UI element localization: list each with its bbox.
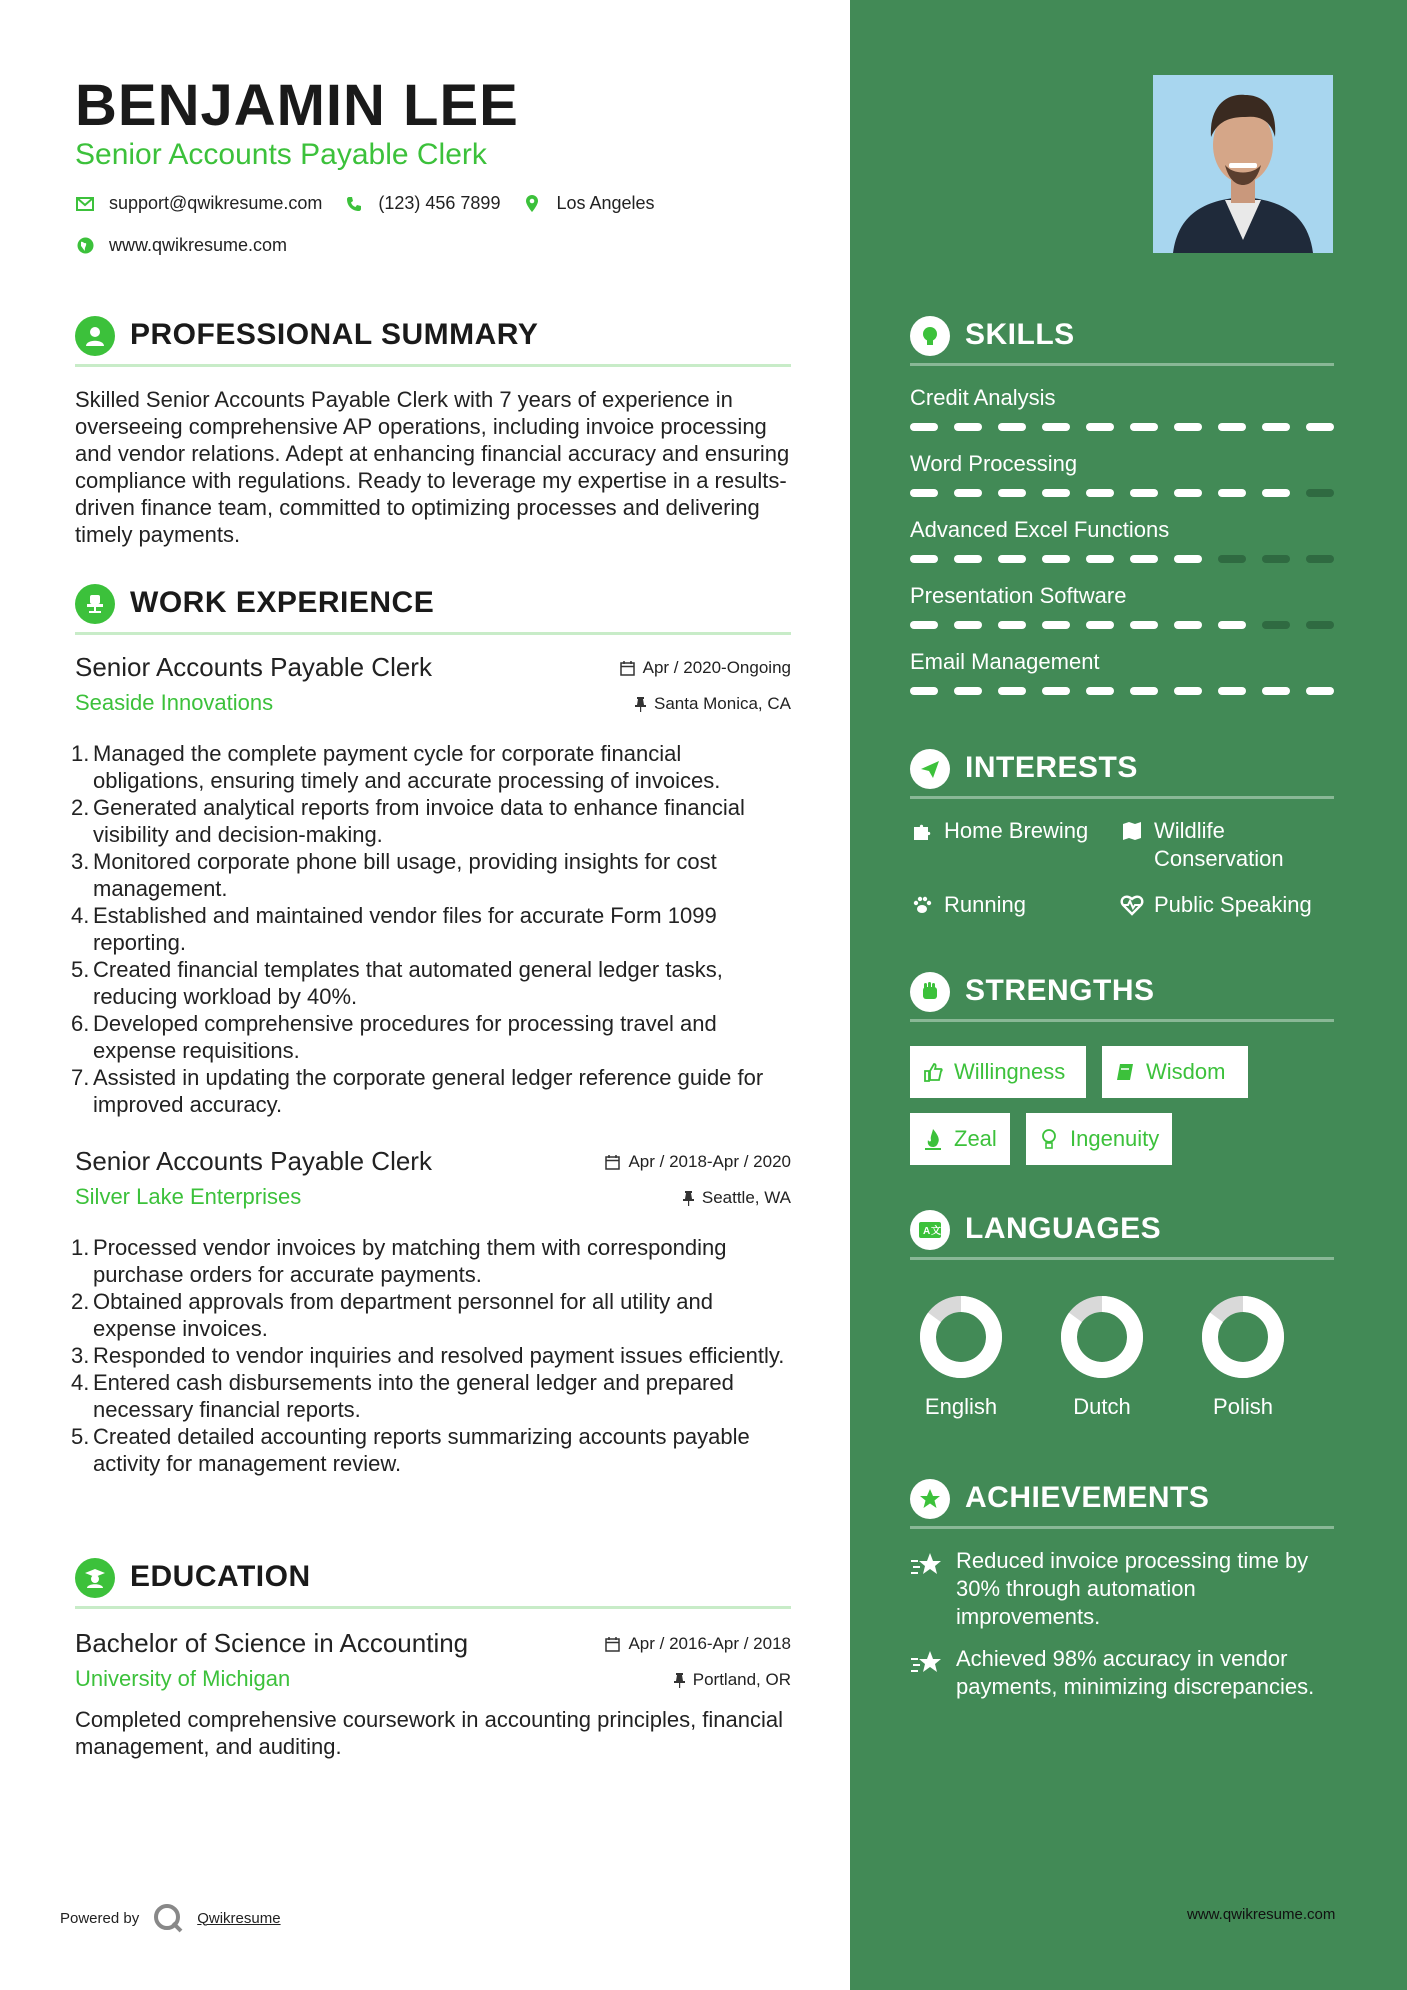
bullet-item	[71, 956, 791, 1010]
skill-dash	[1130, 489, 1158, 497]
skill-dash	[1042, 423, 1070, 431]
bullet-number: 4.	[71, 903, 90, 928]
job-dates-text: Apr / 2018-Apr / 2020	[628, 1152, 791, 1171]
fist-icon	[910, 972, 950, 1012]
language-item	[901, 1294, 1021, 1420]
skill-dash	[954, 489, 982, 497]
lightbulb-icon	[910, 316, 950, 356]
bullet-item	[71, 794, 791, 848]
calendar-icon	[605, 1637, 620, 1652]
job-location-text: Seattle, WA	[701, 1188, 791, 1207]
language-donut	[1200, 1294, 1286, 1380]
job-title: Senior Accounts Payable Clerk	[75, 652, 432, 682]
skill-dash	[1174, 423, 1202, 431]
bullet-number: 5.	[71, 1424, 90, 1449]
language-name: Polish	[1213, 1394, 1273, 1419]
bullet-text: Assisted in updating the corporate general ledger reference guide for improved accuracy.	[93, 1065, 764, 1117]
svg-text:A: A	[923, 1226, 931, 1237]
skill-dash	[910, 489, 938, 497]
language-name: English	[924, 1394, 998, 1419]
bullet-number: 6.	[71, 1011, 90, 1036]
skill-dash	[1306, 621, 1334, 629]
interest-label: Home Brewing	[944, 818, 1089, 843]
skill-dash	[1218, 687, 1246, 695]
skill-dash	[998, 489, 1026, 497]
achievement-item	[910, 1547, 1340, 1631]
skill-item	[910, 385, 1334, 411]
summary-heading	[75, 310, 791, 368]
skill-dash	[1306, 489, 1334, 497]
skill-dash	[1262, 555, 1290, 563]
strength-label: Wisdom	[1146, 1059, 1226, 1084]
skill-dash	[1262, 489, 1290, 497]
skill-dash	[1218, 621, 1246, 629]
skill-dash	[1218, 555, 1246, 563]
education-dates	[605, 1634, 791, 1654]
skill-name: Email Management	[910, 649, 1100, 674]
puzzle-icon	[910, 819, 934, 843]
strength-label: Zeal	[954, 1126, 997, 1151]
bullet-number: 5.	[71, 957, 90, 982]
skill-dash	[1042, 489, 1070, 497]
user-icon	[75, 316, 115, 356]
skill-dash	[1262, 687, 1290, 695]
book-icon	[1114, 1061, 1136, 1083]
language-item	[1042, 1294, 1162, 1420]
job-title: Senior Accounts Payable Clerk	[75, 1146, 432, 1176]
job-bullets	[71, 740, 791, 1118]
experience-title: WORK EXPERIENCE	[130, 586, 435, 619]
skill-dash	[1218, 489, 1246, 497]
skill-item	[910, 649, 1334, 675]
bullet-item	[71, 1423, 791, 1477]
graduate-icon	[75, 1558, 115, 1598]
calendar-icon	[605, 1155, 620, 1170]
divider	[75, 364, 791, 367]
skill-dash	[954, 687, 982, 695]
job-company: Silver Lake Enterprises	[75, 1184, 302, 1209]
pin-icon	[674, 1673, 685, 1688]
divider	[910, 1526, 1334, 1529]
school-name: University of Michigan	[75, 1666, 291, 1691]
qwikresume-logo-icon	[153, 1903, 183, 1933]
job-company: Seaside Innovations	[75, 690, 274, 715]
skill-meter	[910, 489, 1334, 499]
skill-dash	[954, 621, 982, 629]
bullet-item	[71, 1010, 791, 1064]
pin-icon	[635, 697, 646, 712]
skill-dash	[954, 555, 982, 563]
job-entry	[71, 652, 791, 1122]
divider	[75, 1606, 791, 1609]
skill-dash	[1130, 621, 1158, 629]
strength-badge	[1102, 1046, 1248, 1098]
skills-title: SKILLS	[965, 318, 1075, 351]
skill-dash	[1042, 555, 1070, 563]
skill-dash	[1262, 423, 1290, 431]
candidate-title: Senior Accounts Payable Clerk	[75, 138, 487, 171]
bullet-item	[71, 1288, 791, 1342]
job-location	[635, 694, 791, 714]
strength-badge	[1026, 1113, 1172, 1165]
skill-dash	[1042, 621, 1070, 629]
bullet-item	[71, 1342, 791, 1369]
languages-heading	[910, 1205, 1334, 1261]
skill-dash	[998, 687, 1026, 695]
achievements-title: ACHIEVEMENTS	[965, 1481, 1210, 1514]
skill-meter	[910, 555, 1334, 565]
skill-dash	[1218, 423, 1246, 431]
bullet-number: 3.	[71, 1343, 90, 1368]
heartbeat-icon	[1120, 893, 1144, 917]
bullet-number: 3.	[71, 849, 90, 874]
skill-dash	[1086, 489, 1114, 497]
skill-dash	[1130, 423, 1158, 431]
skill-item	[910, 583, 1334, 609]
skill-name: Advanced Excel Functions	[910, 517, 1170, 542]
skill-dash	[910, 555, 938, 563]
language-donut	[1059, 1294, 1145, 1380]
job-bullets	[71, 1234, 791, 1477]
bullet-item	[71, 1234, 791, 1288]
divider	[910, 796, 1334, 799]
language-name: Dutch	[1073, 1394, 1131, 1419]
achievement-text: Achieved 98% accuracy in vendor payments, minimizing discrepancies.	[956, 1646, 1315, 1699]
divider	[910, 1257, 1334, 1260]
star-icon	[910, 1479, 950, 1519]
skill-dash	[1042, 687, 1070, 695]
interest-item	[1120, 891, 1330, 919]
bullet-text: Managed the complete payment cycle for corporate financial obligations, ensuring timely and accurate processing of invoices.	[93, 741, 721, 793]
interest-item	[910, 817, 1110, 845]
strengths-title: STRENGTHS	[965, 974, 1155, 1007]
job-entry	[71, 1146, 791, 1526]
skill-dash	[1174, 489, 1202, 497]
bullet-text: Obtained approvals from department personnel for all utility and expense invoices.	[93, 1289, 714, 1341]
phone-icon	[344, 194, 364, 214]
translate-icon	[910, 1210, 950, 1250]
skill-dash	[910, 621, 938, 629]
experience-heading	[75, 578, 791, 636]
bullet-text: Entered cash disbursements into the general ledger and prepared necessary financial reports.	[93, 1370, 734, 1422]
language-item	[1183, 1294, 1303, 1420]
qwikresume-link[interactable]: Qwikresume	[197, 1909, 281, 1927]
skill-dash	[1262, 621, 1290, 629]
bullet-text: Generated analytical reports from invoice data to enhance financial visibility and decision-making.	[93, 795, 745, 847]
divider	[75, 632, 791, 635]
bullet-number: 7.	[71, 1065, 90, 1090]
map-icon	[1120, 819, 1144, 843]
interests-heading	[910, 744, 1334, 800]
skill-meter	[910, 621, 1334, 631]
interest-item	[1120, 817, 1320, 873]
skill-dash	[1086, 423, 1114, 431]
profile-photo	[1153, 75, 1333, 253]
skill-dash	[910, 423, 938, 431]
website-row	[75, 235, 309, 256]
skill-dash	[910, 687, 938, 695]
shooting-star-icon	[910, 1551, 942, 1579]
lightbulb-icon	[1038, 1128, 1060, 1150]
powered-by-label: Powered by	[60, 1909, 140, 1927]
skill-dash	[998, 621, 1026, 629]
strength-badge	[910, 1046, 1086, 1098]
powered-by	[60, 1903, 281, 1933]
bullet-number: 4.	[71, 1370, 90, 1395]
globe-icon	[75, 236, 95, 256]
skill-name: Word Processing	[910, 451, 1078, 476]
skill-dash	[1306, 423, 1334, 431]
divider	[910, 1019, 1334, 1022]
skill-dash	[1086, 687, 1114, 695]
skill-meter	[910, 423, 1334, 433]
interest-label: Running	[944, 892, 1026, 917]
job-dates-text: Apr / 2020-Ongoing	[642, 658, 791, 677]
candidate-name: BENJAMIN LEE	[75, 73, 519, 138]
bullet-item	[71, 902, 791, 956]
education-location-text: Portland, OR	[692, 1670, 791, 1689]
bullet-text: Processed vendor invoices by matching them with corresponding purchase orders for accurate payments.	[93, 1235, 727, 1287]
achievements-heading	[910, 1474, 1334, 1530]
interest-label: Wildlife Conservation	[1154, 818, 1284, 871]
shooting-star-icon	[910, 1649, 942, 1677]
footer-website[interactable]: www.qwikresume.com	[1187, 1906, 1336, 1923]
pin-icon	[683, 1191, 694, 1206]
calendar-icon	[620, 661, 635, 676]
contact-row	[75, 193, 677, 214]
bullet-number: 1.	[71, 1235, 90, 1260]
skills-heading	[910, 311, 1334, 367]
bullet-number: 2.	[71, 1289, 90, 1314]
skill-item	[910, 517, 1334, 543]
chair-icon	[75, 584, 115, 624]
bullet-text: Created detailed accounting reports summarizing accounts payable activity for management review.	[93, 1424, 750, 1476]
bullet-item	[71, 1064, 791, 1118]
skill-meter	[910, 687, 1334, 697]
map-marker-icon	[522, 194, 542, 214]
skill-dash	[998, 555, 1026, 563]
bullet-text: Developed comprehensive procedures for processing travel and expense requisitions.	[93, 1011, 717, 1063]
interest-item	[910, 891, 1110, 919]
bullet-item	[71, 848, 791, 902]
education-title: EDUCATION	[130, 1560, 311, 1593]
degree-title: Bachelor of Science in Accounting	[75, 1628, 469, 1658]
interests-title: INTERESTS	[965, 751, 1138, 784]
job-location-text: Santa Monica, CA	[653, 694, 791, 713]
education-heading	[75, 1552, 791, 1610]
bullet-text: Monitored corporate phone bill usage, providing insights for cost management.	[93, 849, 717, 901]
skill-name: Presentation Software	[910, 583, 1127, 608]
strength-badge	[910, 1113, 1010, 1165]
education-text: Completed comprehensive coursework in accounting principles, financial management, and auditing.	[75, 1707, 784, 1759]
skill-dash	[1174, 555, 1202, 563]
bullet-text: Responded to vendor inquiries and resolved payment issues efficiently.	[93, 1343, 785, 1368]
education-dates-text: Apr / 2016-Apr / 2018	[628, 1634, 791, 1653]
phone-number: (123) 456 7899	[378, 193, 501, 213]
skill-dash	[998, 423, 1026, 431]
summary-text: Skilled Senior Accounts Payable Clerk with 7 years of experience in overseeing comprehensive AP operations, including invoice processing and vendor relations. Adept at enhancing financial accuracy and ensuring compliance with regulations. Ready to leverage my expertise in a results-driven finance team, committed to optimizing processes and delivering timely payments.	[75, 387, 790, 547]
skill-dash	[1174, 621, 1202, 629]
achievement-item	[910, 1645, 1340, 1701]
skill-dash	[1130, 555, 1158, 563]
interest-label: Public Speaking	[1154, 892, 1312, 917]
job-dates	[605, 1152, 791, 1172]
skill-dash	[1086, 621, 1114, 629]
sidebar	[850, 0, 1407, 1990]
summary-title: PROFESSIONAL SUMMARY	[130, 318, 539, 351]
skill-dash	[1086, 555, 1114, 563]
language-donut	[918, 1294, 1004, 1380]
fire-icon	[922, 1128, 944, 1150]
languages-title: LANGUAGES	[965, 1212, 1162, 1245]
skill-name: Credit Analysis	[910, 385, 1056, 410]
strength-label: Willingness	[954, 1059, 1066, 1084]
skill-dash	[954, 423, 982, 431]
bullet-text: Created financial templates that automated general ledger tasks, reducing workload by 40%.	[93, 957, 723, 1009]
email-link[interactable]: support@qwikresume.com	[109, 193, 323, 213]
skill-dash	[1174, 687, 1202, 695]
strengths-heading	[910, 967, 1334, 1023]
envelope-icon	[75, 194, 95, 214]
svg-text:文: 文	[931, 1226, 941, 1237]
skill-dash	[1306, 555, 1334, 563]
job-dates	[620, 658, 791, 678]
website-link[interactable]: www.qwikresume.com	[109, 235, 288, 255]
bullet-text: Established and maintained vendor files for accurate Form 1099 reporting.	[93, 903, 717, 955]
achievement-text: Reduced invoice processing time by 30% through automation improvements.	[956, 1548, 1309, 1629]
job-location	[683, 1188, 791, 1208]
education-location	[674, 1670, 791, 1690]
bullet-number: 1.	[71, 741, 90, 766]
skill-dash	[1130, 687, 1158, 695]
bullet-item	[71, 740, 791, 794]
bullet-item	[71, 1369, 791, 1423]
location-text: Los Angeles	[556, 193, 655, 213]
divider	[910, 363, 1334, 366]
paw-icon	[910, 893, 934, 917]
paper-plane-icon	[910, 749, 950, 789]
bullet-number: 2.	[71, 795, 90, 820]
skill-dash	[1306, 687, 1334, 695]
skill-item	[910, 451, 1334, 477]
thumbs-up-icon	[922, 1061, 944, 1083]
strength-label: Ingenuity	[1070, 1126, 1160, 1151]
